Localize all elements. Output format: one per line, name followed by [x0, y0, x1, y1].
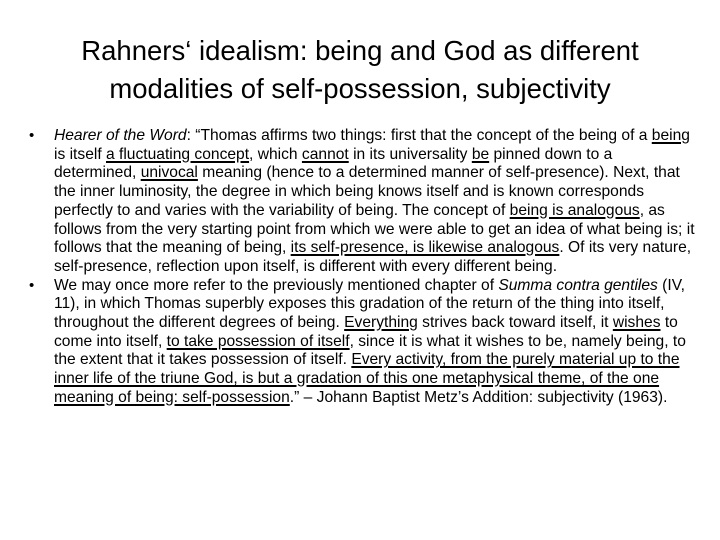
underlined-phrase: wishes	[612, 314, 661, 332]
text-span: . Of its very nature, self-presence, reflection upon itself, is different with every different being.	[54, 239, 692, 275]
text-span: , as follows from the very starting point from which we were able to get an idea of what being is; it follows that the meaning of being,	[54, 201, 695, 257]
text-span: , which	[249, 145, 302, 163]
slide-title	[40, 32, 680, 108]
underlined-phrase: being is analogous	[509, 201, 640, 219]
title-line-1: Rahners‘ idealism: being and God as different	[81, 35, 639, 66]
text-span: meaning (hence to a determined manner of self-presence). Next, that the inner luminosity, the degree in which being knows itself and is known corresponds perfectly to and varies with the variability of being. The concept of	[54, 164, 680, 219]
underlined-phrase: cannot	[301, 145, 349, 163]
text-span: pinned down to a determined,	[54, 145, 613, 182]
book-title: Summa contra gentiles	[498, 276, 658, 294]
underlined-phrase: Everything	[344, 314, 418, 332]
underlined-phrase: univocal	[140, 164, 198, 182]
bullet-point-icon: •	[29, 276, 35, 294]
text-span: strives back toward itself, it	[417, 314, 613, 332]
underlined-phrase: Every activity, from the purely material up to the inner life of the triune God, is but a gradation of this one metaphysical theme, of the one meaning of being: self-possession	[54, 351, 680, 406]
underlined-phrase: being	[651, 127, 690, 144]
book-title: Hearer of the Word	[54, 127, 187, 144]
bullet-list	[26, 127, 698, 408]
text-span: is itself	[54, 145, 106, 163]
text-span: (IV, 11), in which Thomas superbly exposes this gradation of the return of the thing into itself, throughout the different degrees of being.	[54, 276, 686, 332]
title-line-2: modalities of self-possession, subjectivity	[109, 73, 611, 104]
bullet-point-icon: •	[29, 127, 35, 144]
text-span: in its universality	[348, 145, 472, 163]
text-span: .” – Johann Baptist Metz’s Addition: subjectivity (1963).	[289, 388, 668, 406]
text-span: , since it is what it wishes to be, namely being, to the extent that it takes possession of itself.	[54, 332, 686, 369]
underlined-phrase: its self-presence, is likewise analogous	[290, 239, 560, 257]
bullet-text	[54, 127, 695, 275]
underlined-phrase: be	[471, 145, 490, 163]
text-span: : “Thomas affirms two things: first that the concept of the being of a	[186, 127, 652, 144]
text-span: to come into itself,	[54, 314, 678, 350]
text-span: We may once more refer to the previously mentioned chapter of	[54, 276, 499, 294]
bullet-item-hearer-of-the-word	[26, 127, 698, 277]
underlined-phrase: to take possession of itself	[166, 332, 350, 350]
bullet-item-summa-contra-gentiles	[26, 277, 698, 408]
bullet-text	[54, 277, 686, 406]
underlined-phrase: a fluctuating concept	[106, 145, 250, 163]
